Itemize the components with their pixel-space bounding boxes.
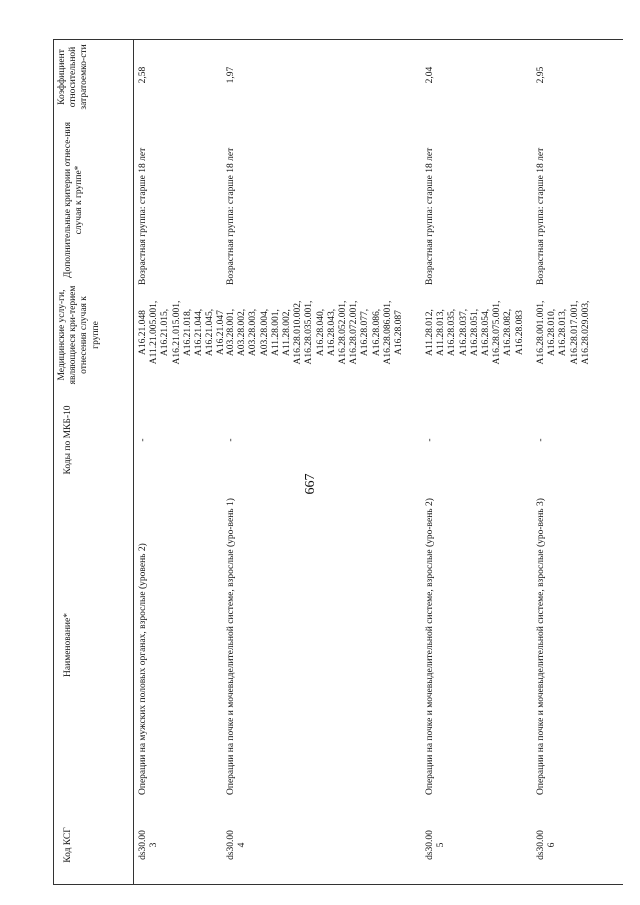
row-additional-criteria: Возрастная группа: старше 18 лет: [226, 147, 236, 285]
row-medical-services: A11.28.012, A11.28.013, A16.28.035, A16.28.037, A16.28.051, A16.28.054, A16.28.075.001, A16.28.082, A16.28.083: [425, 300, 525, 365]
row-name: Операции на мужских половых органах, взрослые (уровень 2): [138, 543, 148, 795]
row-additional-criteria: Возрастная группа: старше 18 лет: [138, 147, 148, 285]
table-rotated-frame: [53, 40, 623, 885]
row-coefficient: 2,95: [536, 66, 546, 84]
row-medical-services: A16.28.001.001, A16.28.010, A16.28.013, A16.28.017.001, A16.28.029.003,: [536, 300, 591, 365]
table-left-border: [53, 884, 623, 885]
row-mkb-codes: -: [138, 438, 148, 442]
row-medical-services: A03.28.001, A03.28.002, A03.28.003, A03.28.004, A11.28.001, A11.28.002, A16.28.010.002, A16.28.035.001, A16.28.040, A16.28.043, A16.28.052.001, A16.28.072.001, A16.28.077, A16.28.086, A16.28.086.001, A16.28.087: [226, 300, 405, 365]
row-coefficient: 2,58: [138, 66, 148, 84]
header-mkb-codes: Коды по МКБ-10: [63, 405, 73, 475]
header-ksg-code: Код КСГ: [63, 827, 73, 863]
row-coefficient: 1,97: [226, 66, 236, 84]
row-additional-criteria: Возрастная группа: старше 18 лет: [425, 147, 435, 285]
row-mkb-codes: -: [226, 438, 236, 442]
row-coefficient: 2,04: [425, 66, 435, 84]
row-ksg-code: ds30.00 4: [226, 830, 248, 860]
header-name: Наименование*: [63, 613, 73, 677]
row-mkb-codes: -: [425, 438, 435, 442]
header-medical-services: Медицинские услу-ги, являющиеся кри-терием отнесения случая к группе: [57, 285, 101, 385]
row-ksg-code: ds30.00 6: [536, 830, 558, 860]
row-ksg-code: ds30.00 3: [138, 830, 160, 860]
row-name: Операции на почке и мочевыделительной системе, взрослые (уро-вень 2): [425, 498, 435, 795]
table-right-border: [53, 39, 623, 40]
table-top-border: [53, 40, 54, 885]
row-mkb-codes: -: [536, 438, 546, 442]
header-row-border: [133, 40, 134, 885]
page-number: 667: [303, 473, 318, 495]
row-additional-criteria: Возрастная группа: старше 18 лет: [536, 147, 546, 285]
row-ksg-code: ds30.00 5: [425, 830, 447, 860]
row-name: Операции на почке и мочевыделительной системе, взрослые (уро-вень 1): [226, 498, 236, 795]
header-additional-criteria: Дополнительные критерии отнесе-ния случая к группе*: [63, 121, 85, 279]
header-coefficient: Коэффициент относительной затратоемко-сти: [57, 44, 90, 110]
row-name: Операции на почке и мочевыделительной системе, взрослые (уро-вень 3): [536, 498, 546, 795]
row-medical-services: A16.21.048 A11.21.005.001, A16.21.015, A16.21.015.001, A16.21.018, A16.21.044, A16.21.045, A16.21.047: [138, 300, 227, 365]
